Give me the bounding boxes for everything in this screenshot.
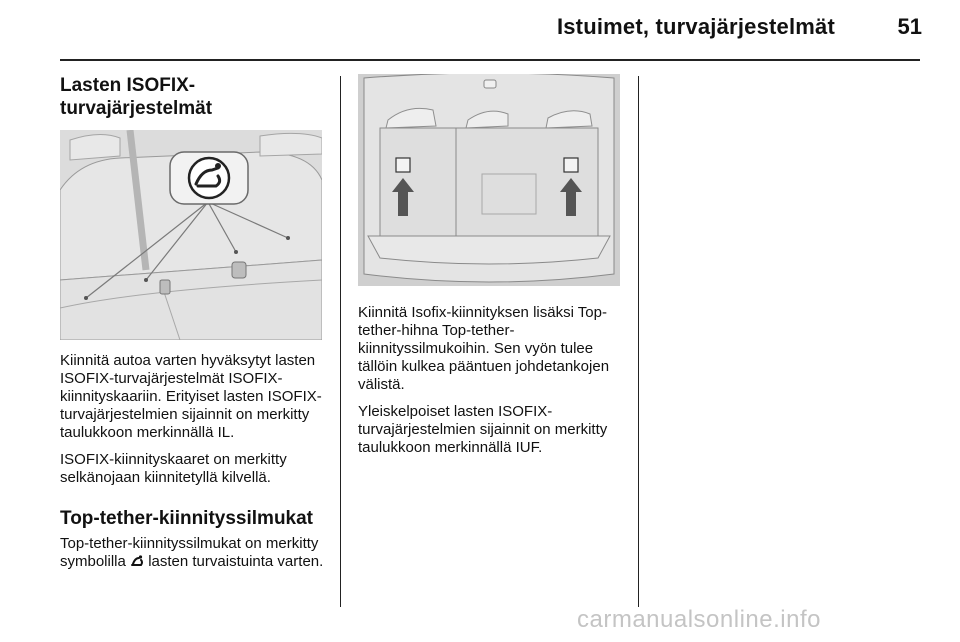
page-header-title: Istuimet, turvajärjestelmät (556, 14, 835, 39)
section-heading-isofix: Lasten ISOFIX-turvajärjestelmät (60, 75, 213, 119)
watermark: carmanualsonline.info (577, 606, 821, 633)
isofix-paragraph-2: ISOFIX-kiinnityskaaret on merkitty selkänojaan kiinnitetyllä kilvellä. (60, 451, 287, 486)
section-heading-top-tether: Top-tether-kiinnityssilmukat (60, 508, 314, 529)
rear-seat-isofix-illustration (60, 130, 322, 340)
cargo-area-tether-illustration (358, 74, 620, 286)
top-tether-text-before: Top-tether-kiinnityssilmukat on merkitty symbolilla (60, 535, 319, 570)
child-seat-icon (130, 555, 144, 567)
header-divider (60, 59, 920, 61)
column-left (60, 74, 326, 580)
column-divider-left (340, 76, 341, 607)
top-tether-instructions-paragraph: Kiinnitä Isofix-kiinnityksen lisäksi Top-tether-hihna Top-tether-kiinnityssilmukoihin. Sen vyön tulee tällöin kulkea pääntuen johdetankojen välistä. (358, 304, 610, 393)
page-number: 51 (897, 14, 922, 39)
top-tether-paragraph (60, 535, 326, 571)
isofix-paragraph-1: Kiinnitä autoa varten hyväksytyt lasten ISOFIX-turvajärjestelmät ISOFIX-kiinnityskaariin. Erityiset lasten ISOFIX-turvajärjestelmien sijainnit on merkitty taulukkoon merkinnällä IL. (60, 352, 322, 441)
column-middle (358, 74, 626, 466)
column-divider-right (638, 76, 639, 607)
top-tether-text-after: lasten turvaistuinta varten. (144, 553, 324, 570)
universal-isofix-paragraph: Yleiskelpoiset lasten ISOFIX-turvajärjestelmien sijainnit on merkitty taulukkoon merkinnällä IUF. (358, 403, 608, 456)
